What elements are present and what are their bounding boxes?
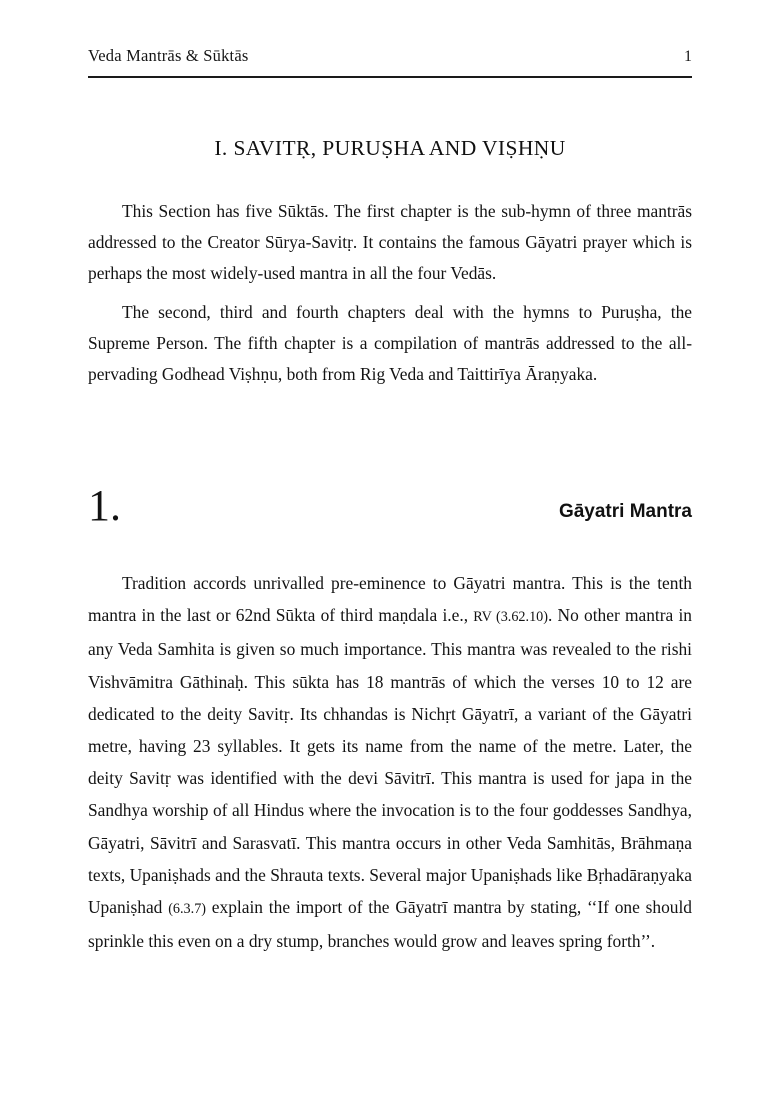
chapter-heading xyxy=(88,483,692,529)
intro-paragraphs xyxy=(88,196,692,390)
body-content xyxy=(88,567,692,957)
intro-paragraph-1: This Section has five Sūktās. The first chapter is the sub-hymn of three mantrās addressed to the Creator Sūrya-Savitṛ. It contains the famous Gāyatri prayer which is perhaps the most widely-used mantra in all the four Vedās. xyxy=(88,201,692,283)
chapter-number: 1. xyxy=(88,481,121,530)
section-title: I. SAVITṚ, PURUṢHA AND VIṢHṆU xyxy=(214,136,566,160)
body-segment-1: Tradition accords unrivalled pre-eminence to Gāyatri mantra. This is the tenth mantra in the last or 62nd Sūkta of third maṇdala i.e., xyxy=(88,573,692,626)
header-book-title: Veda Mantrās & Sūktās xyxy=(88,46,249,65)
body-paragraph xyxy=(88,567,692,957)
body-segment-3: explain the import of the Gāyatrī mantra by stating, ‘‘If one should sprinkle this even on a dry stump, branches would grow and leaves spring forth’’. xyxy=(88,897,692,952)
intro-paragraph-2: The second, third and fourth chapters deal with the hymns to Puruṣha, the Supreme Person. The fifth chapter is a compilation of mantrās addressed to the all-pervading Godhead Viṣhṇu, both from Rig Veda and Taittirīya Āraṇyaka. xyxy=(88,302,692,384)
page-number: 1 xyxy=(684,48,692,65)
chapter-title: Gāyatri Mantra xyxy=(558,501,692,522)
scripture-reference-upanishad: (6.3.7) xyxy=(168,901,207,918)
header-divider-rule xyxy=(88,76,692,78)
body-segment-2: . No other mantra in any Veda Samhita is given so much importance. This mantra was revealed to the rishi Vishvāmitra Gāthinaḥ. This sūkta has 18 mantrās of which the verses 10 to 12 are dedicated to the deity Savitṛ. Its chhandas is Nichṛt Gāyatrī, a variant of the Gāyatri metre, having 23 syllables. It gets its name from the name of the metre. Later, the deity Savitṛ was identified with the devi Sāvitrī. This mantra is used for japa in the Sandhya worship of all Hindus where the invocation is to the four goddesses Sandhya, Gāyatri, Sāvitrī and Sarasvatī. This mantra occurs in other Veda Samhitās, Brāhmaṇa texts, Upaniṣhads and the Shrauta texts. Several major Upaniṣhads like Bṛhadāraṇyaka Upaniṣhad xyxy=(88,605,692,918)
running-header xyxy=(88,46,692,66)
scripture-reference-rv: RV (3.62.10) xyxy=(473,609,548,626)
